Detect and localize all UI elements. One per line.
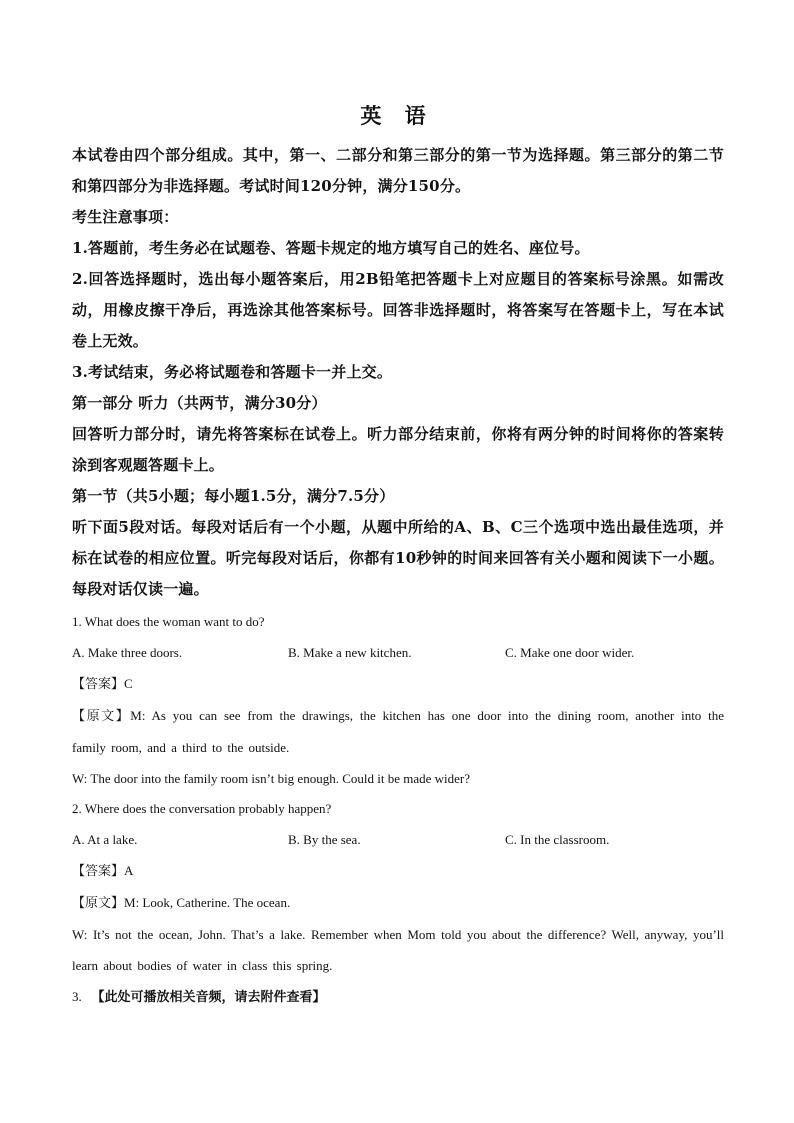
audio-note: 【此处可播放相关音频，请去附件查看】 [91, 990, 326, 1005]
question-1-text: 1. What does the woman want to do? [72, 614, 265, 629]
question-2-options [72, 824, 724, 855]
transcript-tag: 【原文】 [72, 896, 125, 911]
option-c: C. Make one door wider. [505, 645, 635, 660]
question-3 [72, 981, 724, 1013]
option-c: C. In the classroom. [505, 832, 610, 847]
transcript-woman: W: It’s not the ocean, John. That’s a lake. Remember when Mom told you about the difference? Well, anyway, you’ll learn about bodies of water in class this spring. [72, 927, 724, 973]
answer-tag: 【答案】 [72, 677, 125, 692]
notice-item-3: 3.考试结束，务必将试题卷和答题卡一并上交。 [72, 363, 393, 381]
transcript-tag: 【原文】 [72, 709, 131, 724]
question-3-number: 3. [72, 989, 82, 1004]
question-1-options [72, 637, 724, 668]
intro-section [72, 140, 724, 605]
part1-heading: 第一部分 听力（共两节，满分30分） [72, 394, 327, 412]
answer-tag: 【答案】 [72, 864, 125, 879]
question-3-line [72, 981, 724, 1013]
answer-value: A [124, 863, 134, 878]
question-2 [72, 793, 724, 981]
transcript-man: M: Look, Catherine. The ocean. [124, 895, 291, 910]
option-b: B. Make a new kitchen. [288, 645, 412, 660]
part1-instruction: 回答听力部分时，请先将答案标在试卷上。听力部分结束前，你将有两分钟的时间将你的答案转涂到客观题答题卡上。 [72, 425, 724, 474]
notice-heading: 考生注意事项： [72, 208, 179, 226]
notice-item-2: 2.回答选择题时，选出每小题答案后，用2B铅笔把答题卡上对应题目的答案标号涂黑。如需改动，用橡皮擦干净后，再选涂其他答案标号。回答非选择题时，将答案写在答题卡上，写在本试卷上无效。 [72, 270, 724, 350]
option-a: A. Make three doors. [72, 645, 183, 660]
section1-instruction: 听下面5段对话。每段对话后有一个小题，从题中所给的A、B、C三个选项中选出最佳选项，并标在试卷的相应位置。听完每段对话后，你都有10秒钟的时间来回答有关小题和阅读下一小题。每段对话仅读一遍。 [72, 518, 724, 598]
intro-paragraph: 本试卷由四个部分组成。其中，第一、二部分和第三部分的第一节为选择题。第三部分的第二节和第四部分为非选择题。考试时间120分钟，满分150分。 [72, 146, 724, 195]
section1-heading: 第一节（共5小题；每小题1.5分，满分7.5分） [72, 487, 395, 505]
transcript-man: M: As you can see from the drawings, the kitchen has one door into the dining room, another into the family room, and a third to the outside. [72, 708, 724, 755]
question-1 [72, 606, 724, 794]
transcript-line [72, 700, 724, 763]
transcript-woman: W: The door into the family room isn’t big enough. Could it be made wider? [72, 771, 470, 786]
transcript-line [72, 887, 724, 919]
option-a: A. At a lake. [72, 832, 138, 847]
answer-value: C [124, 676, 133, 691]
answer-line [72, 855, 724, 887]
page-title: 英 语 [360, 103, 434, 128]
notice-item-1: 1.答题前，考生务必在试题卷、答题卡规定的地方填写自己的姓名、座位号。 [72, 239, 590, 257]
question-2-text: 2. Where does the conversation probably happen? [72, 801, 332, 816]
option-b: B. By the sea. [288, 832, 361, 847]
answer-line [72, 668, 724, 700]
